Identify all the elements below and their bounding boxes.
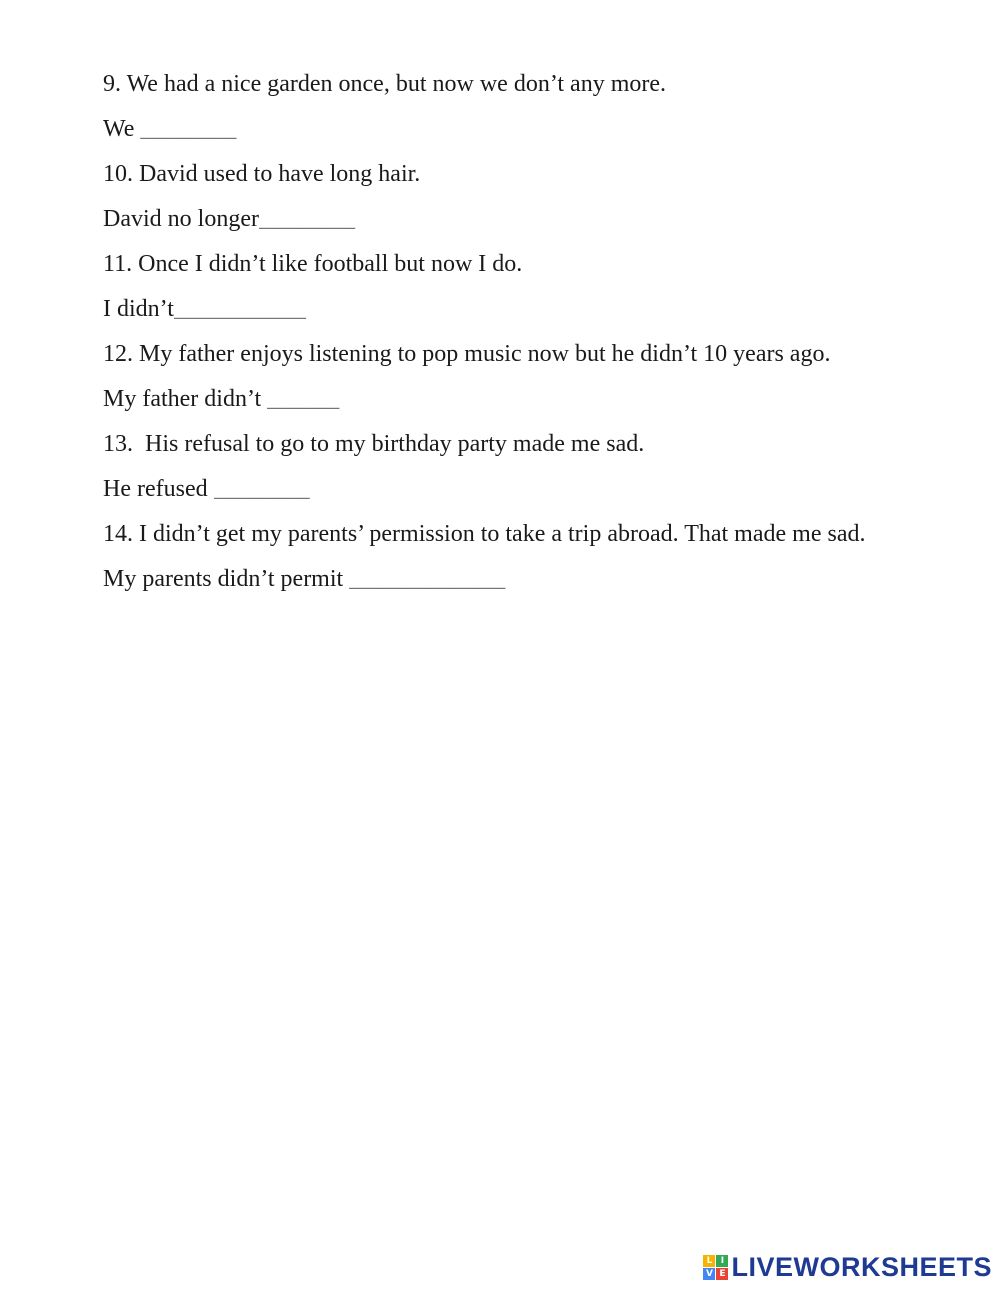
question-11-answer-line — [103, 287, 983, 332]
logo-block: V — [703, 1268, 715, 1280]
question-14-prompt: 14. I didn’t get my parents’ permission to take a trip abroad. That made me sad. — [103, 521, 866, 547]
question-10-answer-line — [103, 197, 983, 242]
question-12-prompt: 12. My father enjoys listening to pop music now but he didn’t 10 years ago. — [103, 341, 831, 367]
logo-block: L — [703, 1255, 715, 1267]
question-10-prompt: 10. David used to have long hair. — [103, 161, 421, 187]
question-10-answer-input[interactable] — [259, 206, 364, 233]
question-9-prompt: 9. We had a nice garden once, but now we don’t any more. — [103, 71, 667, 97]
question-9-answer-input[interactable] — [140, 116, 245, 143]
question-13-answer-line — [103, 467, 983, 512]
question-11-sentence-start: I didn’t — [103, 296, 174, 322]
question-9-sentence-start: We — [103, 116, 141, 142]
liveworksheets-blocks-icon — [703, 1255, 728, 1280]
logo-block: E — [716, 1268, 728, 1280]
question-12-sentence-start: My father didn’t — [103, 386, 268, 412]
question-12-answer-line — [103, 377, 983, 422]
question-12-answer-input[interactable] — [267, 386, 347, 413]
question-9-answer-line — [103, 107, 983, 152]
question-14-answer-line — [103, 557, 983, 602]
question-11-answer-input[interactable] — [174, 296, 319, 323]
liveworksheets-logo — [703, 1247, 992, 1287]
question-14-sentence-start: My parents didn’t permit — [103, 566, 350, 592]
question-11-prompt: 11. Once I didn’t like football but now I do. — [103, 251, 523, 277]
question-14-answer-input[interactable] — [349, 566, 519, 593]
question-13-sentence-start: He refused — [103, 476, 214, 502]
question-13-answer-input[interactable] — [214, 476, 319, 503]
question-13-prompt: 13. His refusal to go to my birthday party made me sad. — [103, 431, 645, 457]
logo-block: I — [716, 1255, 728, 1267]
worksheet — [103, 62, 983, 602]
liveworksheets-wordmark: LIVEWORKSHEETS — [731, 1252, 992, 1282]
question-10-sentence-start: David no longer — [103, 206, 259, 232]
